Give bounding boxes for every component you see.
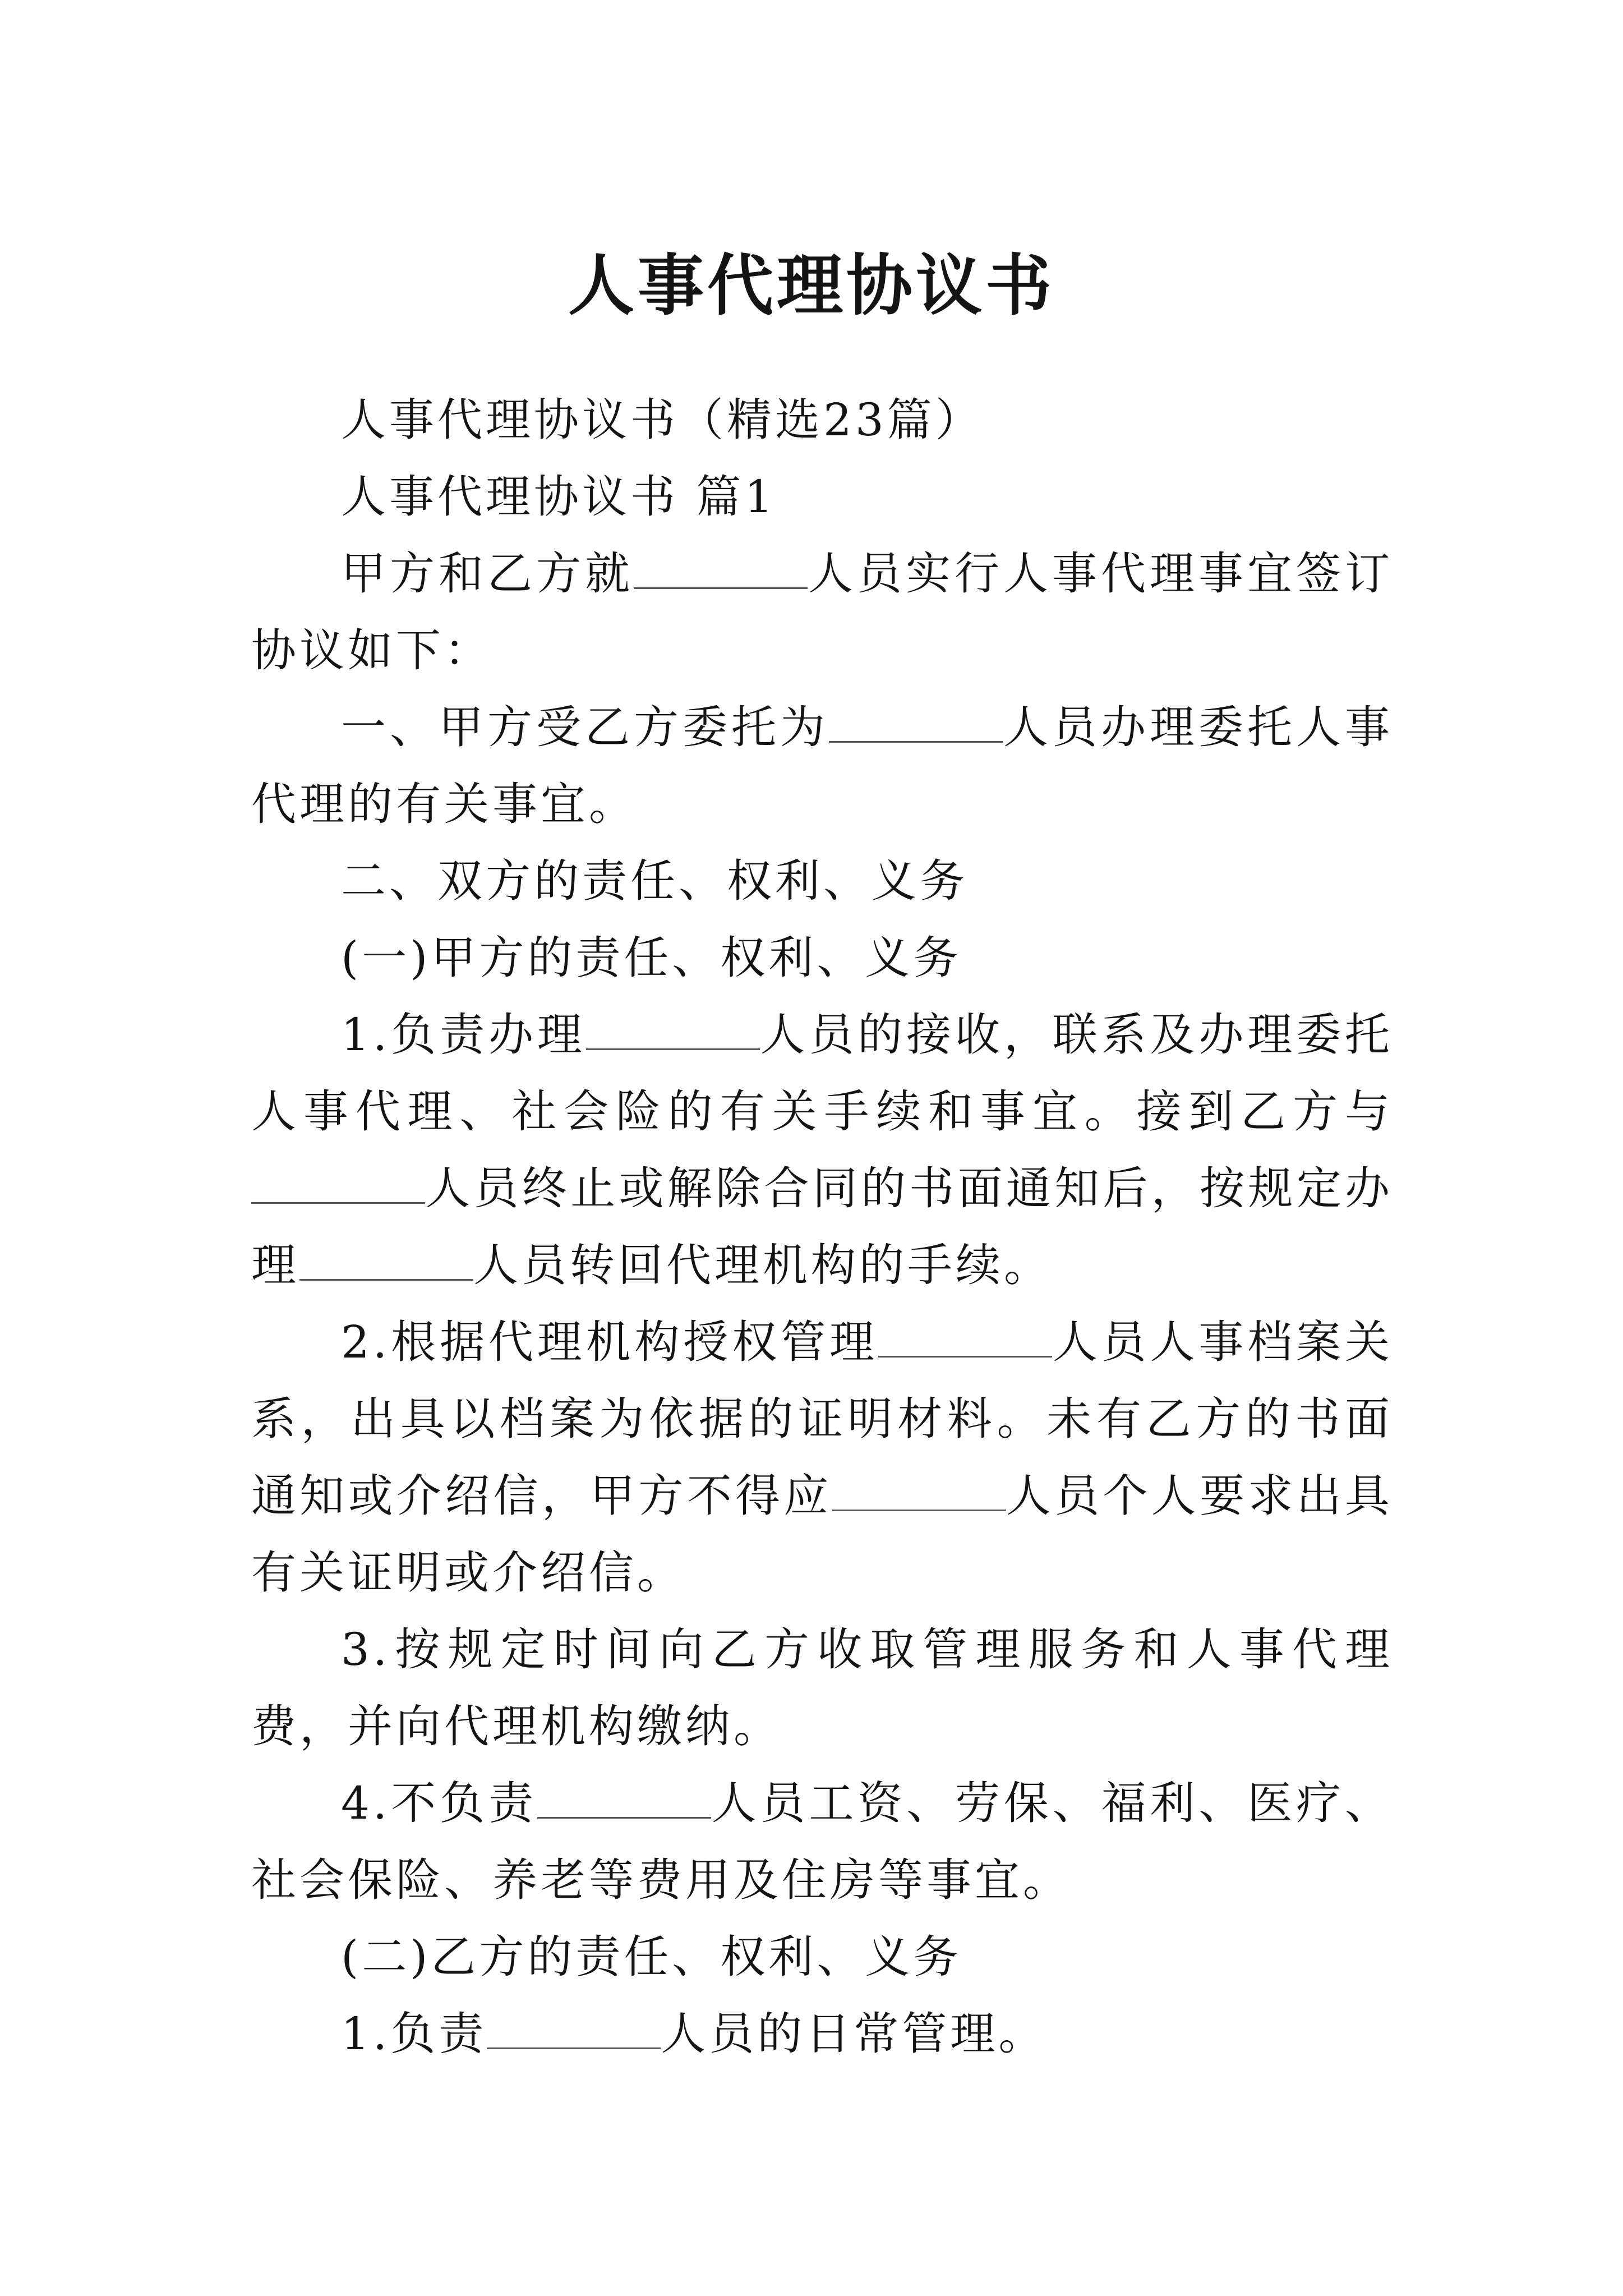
document-body xyxy=(251,381,1393,2072)
section-heading xyxy=(251,458,1393,535)
text-segment: 人事代理协议书 篇1 xyxy=(341,471,777,523)
text-segment: 人员人事档案关系，出具以档案为依据的证明材料。未有乙方的书面通知或介绍信，甲方不得应 xyxy=(251,1316,1394,1522)
clause-paragraph xyxy=(251,996,1393,1304)
text-segment: 3.按规定时间向乙方收取管理服务和人事代理费，并向代理机构缴纳。 xyxy=(251,1623,1393,1752)
fill-in-blank[interactable] xyxy=(299,1240,473,1281)
fill-in-blank[interactable] xyxy=(487,2008,661,2049)
text-segment: 2.根据代理机构授权管理 xyxy=(341,1316,878,1368)
text-segment: 人员终止或解除合同的书面通知后，按规定办理 xyxy=(251,1162,1393,1291)
subclause-heading xyxy=(251,1918,1393,1995)
text-segment: 二、双方的责任、权利、义务 xyxy=(341,855,968,907)
text-segment: (一)甲方的责任、权利、义务 xyxy=(341,932,962,984)
text-segment: 人事代理协议书（精选23篇） xyxy=(341,394,984,446)
fill-in-blank[interactable] xyxy=(832,1470,1006,1511)
fill-in-blank[interactable] xyxy=(586,1009,760,1050)
document-title: 人事代理协议书 xyxy=(568,246,1055,325)
subclause-heading xyxy=(251,919,1393,996)
clause-paragraph xyxy=(251,1995,1393,2072)
clause-paragraph xyxy=(251,1304,1393,1611)
text-segment: 1.负责 xyxy=(341,2008,487,2060)
intro-paragraph xyxy=(251,535,1393,689)
text-segment: 人员个人要求出具有关证明或介绍信。 xyxy=(251,1470,1394,1599)
fill-in-blank[interactable] xyxy=(251,1163,425,1204)
text-segment: 人员实行人事代理事宜签订协议如下： xyxy=(251,547,1393,677)
fill-in-blank[interactable] xyxy=(634,548,808,589)
text-segment: 人员转回代理机构的手续。 xyxy=(473,1239,1052,1291)
clause-paragraph xyxy=(251,1611,1393,1765)
text-segment: 人员办理委托人事代理的有关事宜。 xyxy=(251,701,1393,830)
text-segment: 人员的接收，联系及办理委托人事代理、社会险的有关手续和事宜。接到乙方与 xyxy=(251,1009,1394,1138)
text-segment: 甲方和乙方就 xyxy=(341,547,634,600)
fill-in-blank[interactable] xyxy=(537,1778,711,1819)
fill-in-blank[interactable] xyxy=(829,702,1003,743)
clause-heading xyxy=(251,843,1393,919)
clause-paragraph xyxy=(251,689,1393,843)
text-segment: 一、甲方受乙方委托为 xyxy=(341,701,829,753)
text-segment: 4.不负责 xyxy=(341,1777,537,1829)
fill-in-blank[interactable] xyxy=(878,1317,1052,1358)
text-segment: (二)乙方的责任、权利、义务 xyxy=(341,1931,962,1983)
text-segment: 1.负责办理 xyxy=(341,1009,586,1061)
subtitle-paragraph xyxy=(251,381,1393,458)
text-segment: 人员工资、劳保、福利、医疗、社会保险、养老等费用及住房等事宜。 xyxy=(251,1777,1394,1906)
text-segment: 人员的日常管理。 xyxy=(661,2008,1047,2060)
clause-paragraph xyxy=(251,1765,1393,1918)
